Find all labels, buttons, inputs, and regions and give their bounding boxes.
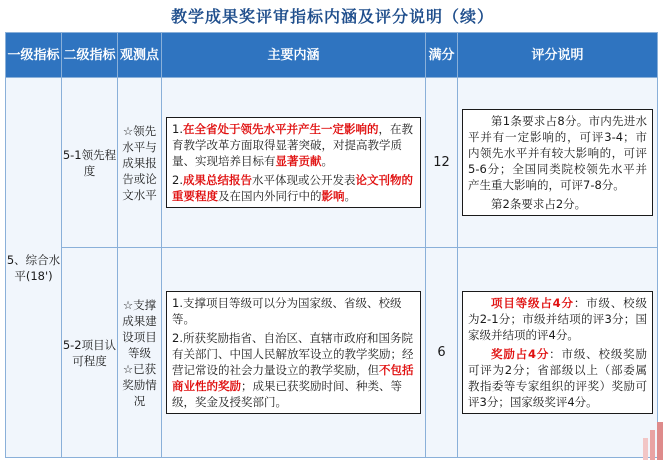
header-evaluation: 评分说明 — [458, 33, 658, 78]
evaluation-item: 第1条要求占8分。市内先进水平并有一定影响的，可评3-4；市内领先水平并有较大影响的，可评5-6分；全国同类院校领先水平并产生重大影响的，可评7-8分。 — [468, 114, 647, 192]
observation-cell — [118, 248, 162, 458]
content-cell — [162, 248, 426, 458]
header-level1: 一级指标 — [6, 33, 62, 78]
evaluation-box — [462, 109, 653, 216]
content-cell — [162, 78, 426, 248]
evaluation-item: 奖励占4分：市级、校级奖励可评为2分；省部级以上（部委属教指委等专家组织的评奖）奖励可评3分；国家级奖评4分。 — [468, 347, 647, 409]
table-row — [6, 248, 658, 458]
content-box — [166, 117, 421, 208]
content-box — [166, 291, 421, 414]
page-title: 教学成果奖评审指标内涵及评分说明（续） — [170, 7, 494, 26]
score-cell: 12 — [426, 78, 458, 248]
content-item: 1.在全省处于领先水平并产生一定影响的，在教育教学改革方面取得显著突破，对提高教学质量、实现培养目标有显著贡献。 — [172, 122, 413, 168]
header-row — [6, 33, 658, 78]
header-score: 满分 — [426, 33, 458, 78]
content-item: 2.所获奖励指省、自治区、直辖市政府和国务院有关部门、中国人民解放军设立的教学奖励；经营记常设的社会力量设立的教学奖励，但不包括商业性的奖励；成果已获奖励时间、种类、等级，奖金及授奖部门。 — [172, 331, 414, 409]
decorative-bars-icon — [639, 420, 665, 460]
level2-cell: 5-2项目认可程度 — [62, 248, 118, 458]
content-item: 1.支撑项目等级可以分为国家级、省级、校级等。 — [172, 296, 402, 326]
score-cell: 6 — [426, 248, 458, 458]
evaluation-item: 第2条要求占2分。 — [491, 197, 587, 211]
header-observation: 观测点 — [118, 33, 162, 78]
header-content: 主要内涵 — [162, 33, 426, 78]
observation-cell: ☆领先水平与成果报告或论文水平 — [118, 78, 162, 248]
observation-item: ☆已获奖励情况 — [122, 361, 157, 408]
table-row — [6, 78, 658, 248]
evaluation-cell — [458, 248, 658, 458]
evaluation-item: 项目等级占4分：市级、校级为2-1分；市级并结项的评3分；国家级并结项的评4分。 — [468, 296, 647, 342]
observation-item: ☆支撑成果建设项目等级 — [122, 297, 157, 360]
content-item: 2.成果总结报告水平体现或公开发表论文刊物的重要程度及在国内外同行中的影响。 — [172, 173, 413, 203]
evaluation-table — [5, 32, 658, 458]
level2-cell: 5-1领先程度 — [62, 78, 118, 248]
evaluation-cell — [458, 78, 658, 248]
evaluation-box — [462, 291, 653, 414]
level1-cell: 5、综合水平(18') — [6, 78, 62, 458]
header-level2: 二级指标 — [62, 33, 118, 78]
